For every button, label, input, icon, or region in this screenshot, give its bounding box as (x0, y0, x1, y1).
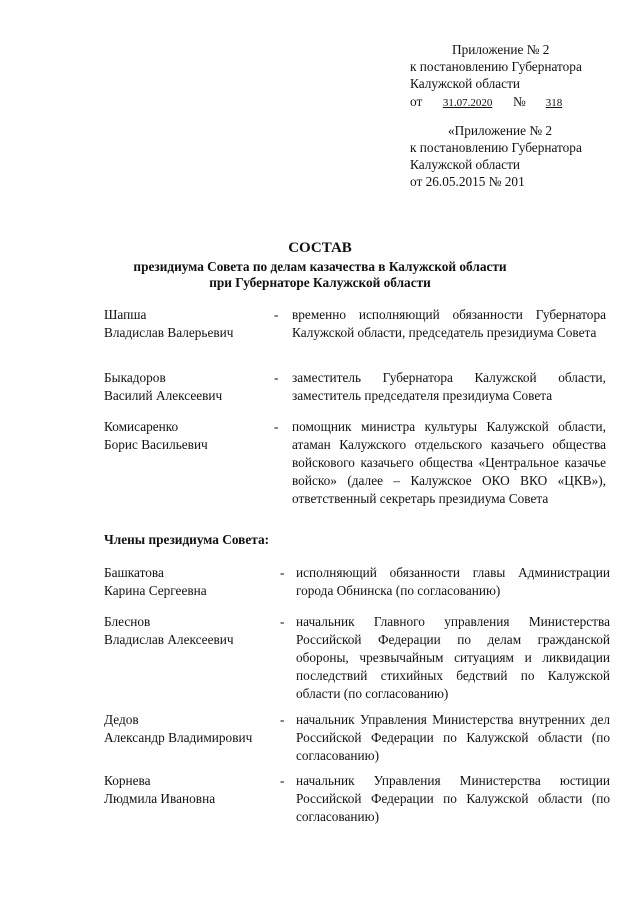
member-duty: начальник Управления Министерства юстиции Российской Федерации по Калужской области (по согласованию) (296, 773, 610, 824)
member-surname: Башкатова (104, 565, 164, 580)
appendix-current-line1: Приложение № 2 (452, 42, 550, 57)
member-surname: Шапша (104, 307, 147, 322)
appendix-date: 31.07.2020 (442, 97, 493, 109)
entry-dash: - (280, 712, 285, 727)
appendix-current-line3: Калужской области (410, 76, 520, 91)
member-name: Борис Васильевич (104, 437, 208, 452)
member-duty: начальник Главного управления Министерства Российской Федерации по делам гражданской обороны, чрезвычайным ситуациям и ликвидации последствий стихийных бедствий по Калужской области (по согласованию) (296, 614, 610, 701)
appendix-previous-line3: Калужской области (410, 157, 520, 172)
members-heading: Члены президиума Совета: (104, 532, 270, 547)
entry-dash: - (280, 773, 285, 788)
member-duty: заместитель Губернатора Калужской области, заместитель председателя президиума Совета (292, 370, 606, 403)
from-label: от (410, 94, 423, 109)
member-name: Василий Алексеевич (104, 388, 223, 403)
member-duty: помощник министра культуры Калужской области, атаман Калужского отдельского казачьего общества войскового казачьего общества «Центральное казачье войско» (далее – Калужское ОКО ВКО «ЦКВ»), ответственный секретарь президиума Совета (292, 419, 606, 506)
member-name: Карина Сергеевна (104, 583, 207, 598)
document-title: СОСТАВ (288, 240, 352, 256)
member-surname: Комисаренко (104, 419, 179, 434)
entry-dash: - (274, 307, 279, 322)
member-duty: временно исполняющий обязанности Губернатора Калужской области, председатель президиума Совета (292, 307, 606, 340)
entry-dash: - (274, 370, 279, 385)
member-name: Владислав Валерьевич (104, 325, 234, 340)
member-name: Людмила Ивановна (104, 791, 216, 806)
member-duty: начальник Управления Министерства внутренних дел Российской Федерации по Калужской области (по согласованию) (296, 712, 610, 763)
appendix-previous-line1: «Приложение № 2 (448, 123, 552, 138)
number-label: № (512, 94, 526, 109)
appendix-current-date-line (410, 94, 579, 111)
appendix-current-line2: к постановлению Губернатора (410, 59, 582, 74)
member-duty: исполняющий обязанности главы Администрации города Обнинска (по согласованию) (296, 565, 610, 598)
member-name: Владислав Алексеевич (104, 632, 234, 647)
document-subtitle-line1: президиума Совета по делам казачества в Калужской области (133, 259, 507, 274)
document-subtitle-line2: при Губернаторе Калужской области (209, 275, 431, 290)
entry-dash: - (280, 565, 285, 580)
member-surname: Блеснов (104, 614, 151, 629)
appendix-previous-line4: от 26.05.2015 № 201 (410, 174, 525, 189)
entry-dash: - (280, 614, 285, 629)
appendix-number: 318 (545, 97, 563, 109)
member-surname: Быкадоров (104, 370, 166, 385)
appendix-previous-line2: к постановлению Губернатора (410, 140, 582, 155)
member-surname: Корнева (104, 773, 151, 788)
member-name: Александр Владимирович (104, 730, 253, 745)
member-surname: Дедов (104, 712, 139, 727)
entry-dash: - (274, 419, 279, 434)
